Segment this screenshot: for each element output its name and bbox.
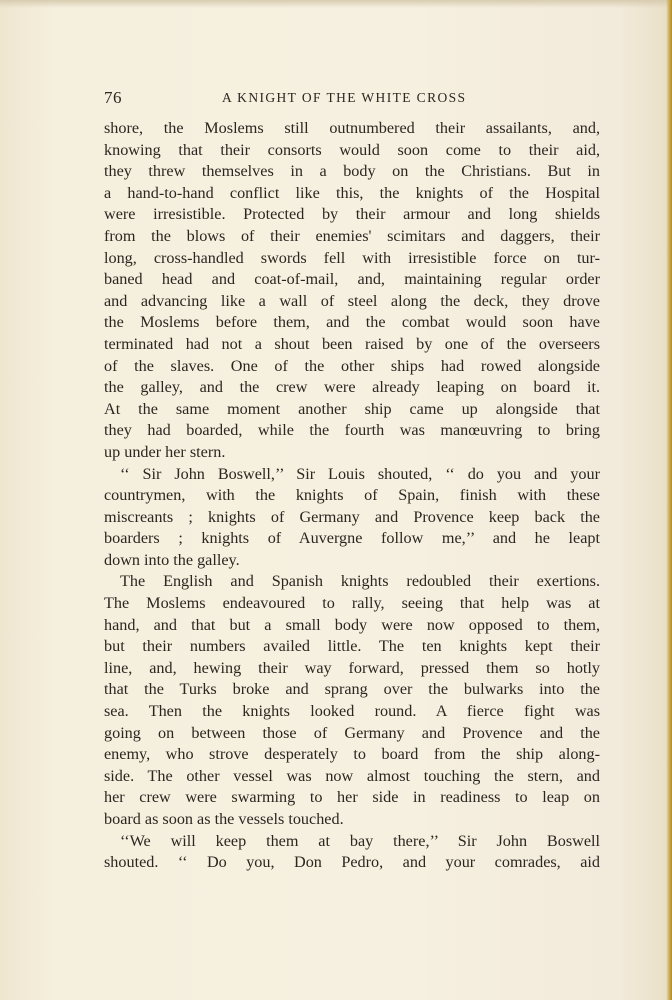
- text-line: they had boarded, while the fourth was manœuvring to bring: [104, 421, 600, 440]
- running-head: [104, 88, 600, 110]
- text-line: but their numbers availed little. The ten knights kept their: [104, 637, 600, 656]
- text-line: from the blows of their enemies' scimitars and daggers, their: [104, 226, 600, 245]
- text-line: long, cross-handled swords fell with irresistible force on tur-: [104, 248, 600, 267]
- text-line: The Moslems endeavoured to rally, seeing that help was at: [104, 594, 600, 613]
- text-line: terminated had not a shout been raised by one of the overseers: [104, 334, 600, 353]
- text-line: were irresistible. Protected by their armour and long shields: [104, 205, 600, 224]
- text-line: hand, and that but a small body were now opposed to them,: [104, 615, 600, 634]
- running-title: A KNIGHT OF THE WHITE CROSS: [222, 90, 467, 105]
- page-top-shadow: [0, 0, 672, 8]
- text-line: The English and Spanish knights redoubled their exertions.: [120, 572, 600, 591]
- text-line: board as soon as the vessels touched.: [104, 810, 344, 828]
- page-gilt-edge: [666, 0, 672, 1000]
- text-line: that the Turks broke and sprang over the bulwarks into the: [104, 680, 600, 699]
- text-line: a hand-to-hand conflict like this, the knights of the Hospital: [104, 183, 600, 202]
- text-line: shouted. ‘‘ Do you, Don Pedro, and your comrades, aid: [104, 853, 600, 872]
- text-line: side. The other vessel was now almost touching the stern, and: [104, 766, 600, 785]
- text-line: enemy, who strove desperately to board from the ship along-: [104, 745, 600, 764]
- text-line: ‘‘ Sir John Boswell,’’ Sir Louis shouted, ‘‘ do you and your: [120, 464, 600, 483]
- text-line: miscreants ; knights of Germany and Provence keep back the: [104, 507, 600, 526]
- text-body: [104, 118, 600, 874]
- text-line: countrymen, with the knights of Spain, finish with these: [104, 486, 600, 505]
- text-line: her crew were swarming to her side in readiness to leap on: [104, 788, 600, 807]
- text-line: up under her stern.: [104, 442, 226, 461]
- page-number: 76: [104, 88, 122, 107]
- text-line: and advancing like a wall of steel along the deck, they drove: [104, 291, 600, 310]
- text-line: of the slaves. One of the other ships had rowed alongside: [104, 356, 600, 375]
- text-line: the galley, and the crew were already leaping on board it.: [104, 378, 600, 397]
- text-line: the Moslems before them, and the combat would soon have: [104, 313, 600, 332]
- text-line: At the same moment another ship came up alongside that: [104, 399, 600, 418]
- text-line: down into the galley.: [104, 550, 240, 569]
- text-line: boarders ; knights of Auvergne follow me,’’ and he leapt: [104, 529, 600, 548]
- text-line: sea. Then the knights looked round. A fierce fight was: [104, 702, 600, 721]
- text-line: line, and, hewing their way forward, pressed them so hotly: [104, 658, 600, 677]
- text-line: shore, the Moslems still outnumbered their assailants, and,: [104, 119, 600, 137]
- text-line: baned head and coat-of-mail, and, maintaining regular order: [104, 270, 600, 289]
- text-line: going on between those of Germany and Provence and the: [104, 723, 600, 742]
- text-line: they threw themselves in a body on the Christians. But in: [104, 162, 600, 181]
- text-line: ‘‘We will keep them at bay there,’’ Sir John Boswell: [120, 831, 600, 850]
- text-line: knowing that their consorts would soon come to their aid,: [104, 140, 600, 159]
